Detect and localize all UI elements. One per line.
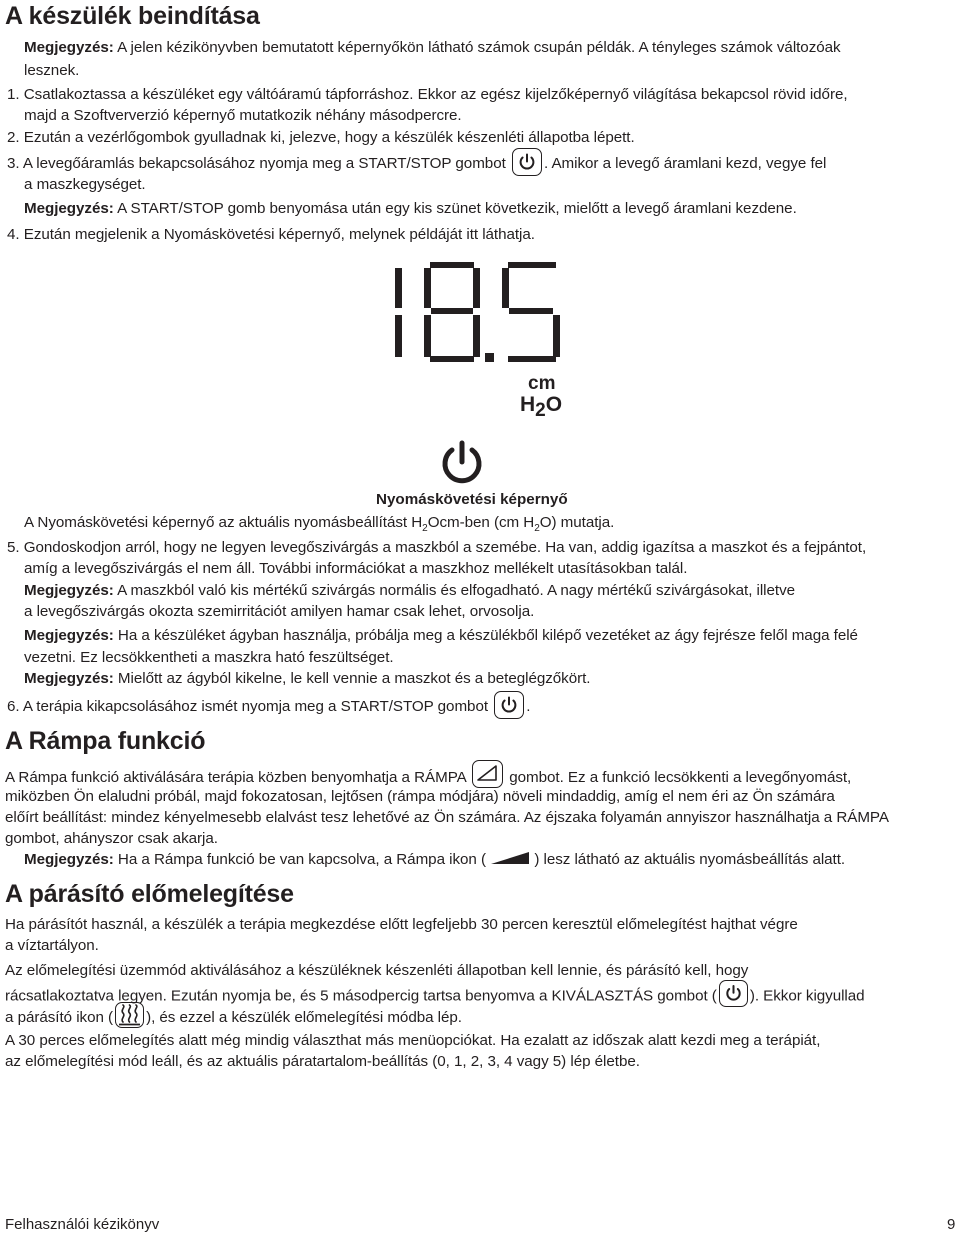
note-paragraph-2: [24, 198, 797, 219]
ramp-paragraph-cont: miközben Ön elaludni próbál, majd fokozatosan, lejtősen (rámpa módjára) növeli mindaddig, amíg el nem éri az Ön számára: [5, 788, 835, 805]
step-2: 2. Ezután a vezérlőgombok gyulladnak ki, jelezve, hogy a készülék készenléti állapotba lépett.: [7, 129, 635, 146]
preheat-paragraph-2-cont: a párásító ikon ( ), és ezzel a készülék előmelegítési módba lép.: [5, 1005, 462, 1031]
preheat-paragraph-1-cont: a víztartályon.: [5, 937, 99, 954]
note-text: A jelen kézikönyvben bemutatott képernyőkön látható számok csupán példák. A tényleges számok változóak: [113, 39, 841, 56]
step-5: 5. Gondoskodjon arról, hogy ne legyen levegőszivárgás a maszkból a szemébe. Ha van, addig igazítsa a maszkot és a fejpántot,: [7, 539, 867, 556]
note-paragraph-3: Megjegyzés: A maszkból való kis mértékű szivárgás normális és elfogadható. A nagy mértékű szivárgásokat, illetve: [24, 582, 796, 599]
section-title-preheat: A párásító előmelegítése: [5, 880, 294, 908]
note-text: A START/STOP gomb benyomása után egy kis szünet következik, mielőtt a levegő áramlani kezdene.: [113, 200, 797, 217]
note-paragraph-4: Megjegyzés: Ha a készüléket ágyban használja, próbálja meg a készülékből kilépő vezetéket az ágy fejrésze felől maga felé: [24, 627, 858, 644]
preheat-paragraph-2: Az előmelegítési üzemmód aktiválásához a készüléknek készenléti állapotban kell lennie, és párásító kell, hogy: [5, 962, 749, 979]
unit-h2o: H2O: [520, 393, 563, 421]
step-1: 1. Csatlakoztassa a készüléket egy váltóáramú tápforráshoz. Ekkor az egész kijelzőképernyő világítása bekapcsol rövid időre,: [7, 86, 848, 103]
section-title-startup: A készülék beindítása: [5, 2, 260, 30]
note-label: Megjegyzés:: [24, 851, 114, 868]
power-icon: [513, 149, 541, 175]
note-paragraph-3-cont: a levegőszivárgás okozta szemirritációt amilyen hamar csak lehet, orvosolja.: [24, 603, 535, 620]
preheat-paragraph-1: Ha párásítót használ, a készülék a terápia megkezdése előtt legfeljebb 30 percen keresztül előmelegítést hajthat végre: [5, 916, 798, 933]
page-number: 9: [947, 1216, 956, 1233]
ramp-paragraph-cont: gombot, ahányszor csak akarja.: [5, 830, 218, 847]
preheat-paragraph-2-cont: rácsatlakoztatva legyen. Ezután nyomja be, és 5 másodpercig tartsa benyomva a KIVÁLASZTÁS gombot ( ). Ekkor kigyullad: [5, 983, 865, 1010]
note-paragraph-5: Megjegyzés: Mielőtt az ágyból kikelne, le kell vennie a maszkot és a beteglégzőkört.: [24, 670, 591, 687]
select-button-icon: [719, 980, 748, 1007]
step-5-cont: amíg a levegőszivárgás el nem áll. További információkat a maszkhoz mellékelt utasításokban talál.: [24, 560, 688, 577]
display-caption: Nyomáskövetési képernyő: [376, 491, 568, 508]
note-label: Megjegyzés:: [24, 627, 114, 644]
step-3-cont: a maszkegységet.: [24, 176, 146, 193]
ramp-paragraph: A Rámpa funkció aktiválására terápia közben benyomhatja a RÁMPA gombot. Ez a funkció lecsökkenti a levegőnyomást,: [5, 764, 851, 792]
humidifier-icon: [116, 1003, 143, 1027]
ramp-note: Megjegyzés: Ha a Rámpa funkció be van kapcsolva, a Rámpa ikon ( ) lesz látható az aktuális nyomásbeállítás alatt.: [24, 851, 846, 868]
tracking-description: A Nyomáskövetési képernyő az aktuális nyomásbeállítást $H_2Ocm$-ben (cm $H_2O$) mutatja.: [24, 514, 615, 534]
ramp-button-icon: [472, 760, 503, 788]
ramp-wedge-icon: [490, 851, 530, 865]
step-3-text: 3. A levegőáramlás bekapcsolásához nyomja meg a START/STOP gombot: [7, 155, 506, 173]
power-icon: [495, 692, 523, 718]
step-1-cont: majd a Szoftververzió képernyő mutatkozik néhány másodpercre.: [24, 107, 462, 124]
note-label: Megjegyzés:: [24, 39, 114, 56]
unit-cm: cm: [528, 373, 556, 394]
start-stop-button-icon: [494, 691, 524, 719]
step-6: 6. A terápia kikapcsolásához ismét nyomja meg a START/STOP gombot .: [7, 693, 530, 721]
start-stop-button-icon: [512, 148, 542, 176]
footer-title: Felhasználói kézikönyv: [5, 1216, 160, 1233]
note-paragraph-cont: lesznek.: [24, 62, 80, 79]
seven-segment-digits: [385, 258, 575, 368]
humidifier-button-icon: [115, 1002, 144, 1028]
note-paragraph: [24, 37, 841, 58]
note-label: Megjegyzés:: [24, 582, 114, 599]
section-title-ramp: A Rámpa funkció: [5, 727, 206, 755]
note-label: Megjegyzés:: [24, 670, 114, 687]
power-icon-large: [439, 440, 485, 486]
step-4: 4. Ezután megjelenik a Nyomáskövetési képernyő, melynek példáját itt láthatja.: [7, 226, 535, 243]
ramp-paragraph-cont: előírt beállítást: mindez kényelmesebb elalvást tesz lehetővé az Ön számára. Az éjszaka folyamán annyiszor használhatja a RÁMPA: [5, 809, 889, 826]
preheat-paragraph-3: A 30 perces előmelegítés alatt még mindig választhat más menüopciókat. Ha ezalatt az időszak alatt kezdi meg a terápiát,: [5, 1032, 821, 1049]
power-icon: [439, 440, 485, 486]
pressure-display: [385, 258, 575, 368]
ramp-icon: [473, 761, 502, 787]
step-3-text-b: . Amikor a levegő áramlani kezd, vegye fel: [543, 155, 827, 173]
preheat-paragraph-3-cont: az előmelegítési mód leáll, és az aktuális páratartalom-beállítás (0, 1, 2, 3, 4 vagy 5) lép életbe.: [5, 1053, 640, 1070]
note-label: Megjegyzés:: [24, 200, 114, 217]
power-icon: [720, 981, 747, 1006]
unit-label: [520, 373, 580, 421]
note-paragraph-4-cont: vezetni. Ez lecsökkentheti a maszkra ható feszültséget.: [24, 649, 394, 666]
